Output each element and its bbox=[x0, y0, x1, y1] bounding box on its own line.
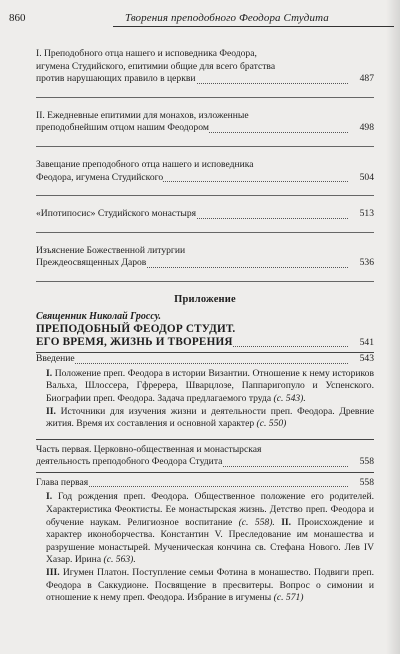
section-number: I. bbox=[46, 491, 53, 503]
toc-content bbox=[36, 48, 374, 613]
entry-line: игумена Студийского, епитимии общие для всего братства bbox=[36, 60, 276, 72]
entry-page: 487 bbox=[359, 73, 374, 85]
header-rule bbox=[113, 26, 394, 27]
divider bbox=[36, 232, 374, 233]
entry-page: 513 bbox=[359, 208, 374, 220]
toc-entry-part bbox=[36, 444, 374, 469]
section-ref: (с. 550) bbox=[256, 418, 287, 430]
entry-line: Завещание преподобного отца нашего и исповедника bbox=[36, 158, 254, 170]
entry-line: Преждеосвященных Даров bbox=[36, 257, 147, 269]
intro-subsection bbox=[46, 368, 374, 431]
section-text: Положение преп. Феодора в истории Византии. Отношение к нему историков Вальха, Шлоссера, Гфререра, Шварцлозе, Паппаригопуло и Успенского. Биографии преп. Феодора. Задача предлагаемого труда bbox=[46, 367, 374, 404]
entry-page: 558 bbox=[359, 476, 374, 488]
appendix-author: Священник Николай Гроссу. bbox=[36, 310, 162, 322]
divider bbox=[36, 472, 374, 473]
entry-page: 541 bbox=[359, 336, 374, 348]
section-text: Игумен Платон. Поступление семьи Фотина в монашество. Подвиги преп. Феодора в Саккудионе. Посвящение в пресвитеры. Вопрос о симонии и отношение к нему преп. Феодора. Избрание в игумены bbox=[46, 567, 374, 604]
entry-page: 543 bbox=[359, 353, 374, 365]
chapter-subsection bbox=[46, 491, 374, 604]
divider bbox=[36, 195, 374, 196]
toc-entry bbox=[36, 159, 374, 184]
toc-entry bbox=[36, 208, 374, 221]
section-text: Год рождения преп. Феодора. Общественное положение его родителей. Характеристика Феоктисты. Ее монастырская жизнь. Детство преп. Феодора и обучение наукам. Религиозное воспитание bbox=[46, 491, 374, 528]
section-ref: (с. 563). bbox=[103, 554, 136, 566]
entry-line: деятельность преподобного Феодора Студита bbox=[36, 456, 223, 468]
entry-line: I. Преподобного отца нашего и исповедника Феодора, bbox=[36, 48, 257, 59]
section-number: II. bbox=[281, 516, 292, 528]
entry-page: 498 bbox=[359, 122, 374, 134]
toc-entry bbox=[36, 245, 374, 270]
section-number: I. bbox=[46, 367, 53, 379]
section-text: Происхождение и характер иконоборчества. Константин V. Преследование им монашества и разрушение монастырей. Мученическая кончина св. Стефана Нового. Лев IV Хазар. Ирина bbox=[46, 516, 375, 566]
entry-line: Феодора, игумена Студийского bbox=[36, 171, 164, 183]
toc-entry-chapter bbox=[36, 477, 374, 490]
divider bbox=[36, 97, 374, 98]
appendix-title-line: ПРЕПОДОБНЫЙ ФЕОДОР СТУДИТ. bbox=[36, 323, 236, 336]
appendix-heading: Приложение bbox=[174, 293, 236, 305]
page-number: 860 bbox=[9, 12, 26, 24]
divider bbox=[36, 146, 374, 147]
entry-line: Изъяснение Божественной литургии bbox=[36, 244, 186, 256]
toc-entry bbox=[36, 110, 374, 135]
divider bbox=[36, 439, 374, 440]
running-header bbox=[9, 2, 394, 26]
section-number: III. bbox=[46, 567, 60, 579]
appendix-title-line: ЕГО ВРЕМЯ, ЖИЗНЬ И ТВОРЕНИЯ bbox=[36, 336, 233, 349]
toc-entry-intro bbox=[36, 353, 374, 366]
divider bbox=[36, 281, 374, 282]
running-title: Творения преподобного Феодора Студита bbox=[125, 12, 329, 24]
entry-label: Глава первая bbox=[36, 476, 89, 488]
appendix-title-entry bbox=[36, 323, 374, 349]
entry-page: 558 bbox=[359, 456, 374, 468]
toc-entry bbox=[36, 48, 374, 86]
section-number: II. bbox=[46, 405, 56, 417]
entry-line: «Ипотипосис» Студийского монастыря bbox=[36, 208, 197, 220]
entry-line: Часть первая. Церковно-общественная и монастырская bbox=[36, 443, 262, 455]
section-ref: (с. 558). bbox=[238, 516, 275, 528]
entry-label: Введение bbox=[36, 353, 75, 365]
entry-page: 536 bbox=[359, 257, 374, 269]
section-ref: (с. 543). bbox=[273, 392, 306, 404]
page-edge-shadow bbox=[386, 0, 400, 654]
section-ref: (с. 571) bbox=[273, 592, 304, 604]
entry-line: II. Ежедневные епитимии для монахов, изложенные bbox=[36, 109, 249, 121]
entry-line: преподобнейшим отцом нашим Феодором bbox=[36, 122, 209, 134]
entry-line: против нарушающих правило в церкви bbox=[36, 73, 196, 85]
entry-page: 504 bbox=[359, 171, 374, 183]
section-text: Источники для изучения жизни и деятельности преп. Феодора. Древние жития. Время их составления и основной характер bbox=[46, 405, 374, 430]
